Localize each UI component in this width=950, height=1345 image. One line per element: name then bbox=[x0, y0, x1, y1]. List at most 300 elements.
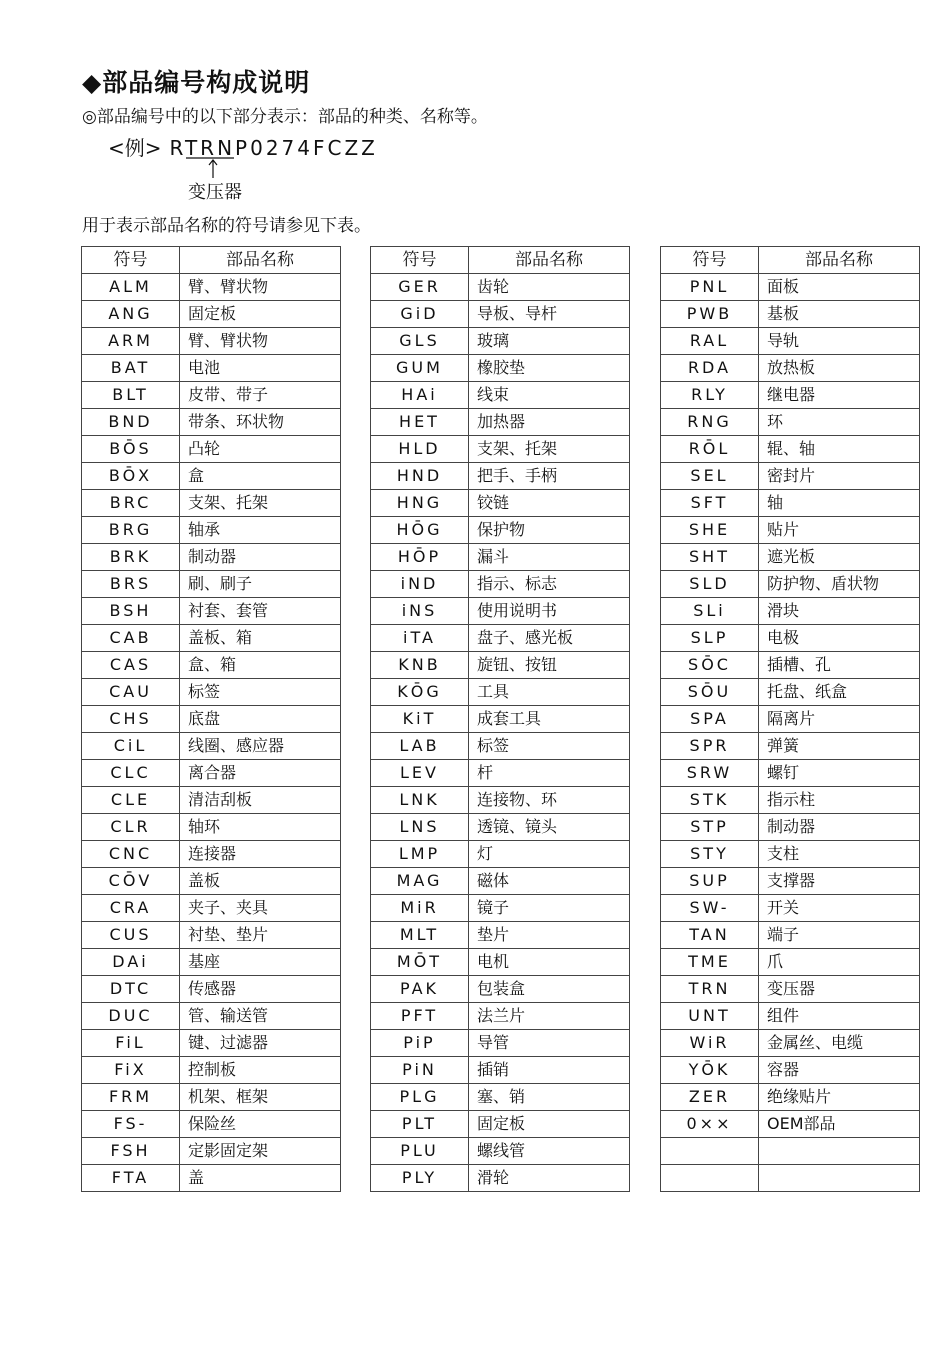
name-cell: 齿轮 bbox=[469, 274, 630, 301]
symbol-cell: CHS bbox=[82, 706, 180, 733]
table-row bbox=[82, 733, 341, 760]
table-row bbox=[371, 301, 630, 328]
table-row bbox=[82, 1030, 341, 1057]
name-cell: 金属丝、电缆 bbox=[759, 1030, 920, 1057]
name-cell: 塞、销 bbox=[469, 1084, 630, 1111]
name-cell: 插槽、孔 bbox=[759, 652, 920, 679]
name-cell: 端子 bbox=[759, 922, 920, 949]
name-cell: 弹簧 bbox=[759, 733, 920, 760]
table-row bbox=[371, 652, 630, 679]
name-cell: 成套工具 bbox=[469, 706, 630, 733]
table-row bbox=[82, 922, 341, 949]
name-cell: 基板 bbox=[759, 301, 920, 328]
symbol-cell: PAK bbox=[371, 976, 469, 1003]
symbol-cell: CRA bbox=[82, 895, 180, 922]
example-label: <例> bbox=[108, 136, 162, 160]
symbol-cell: DAi bbox=[82, 949, 180, 976]
name-cell: 工具 bbox=[469, 679, 630, 706]
name-cell: 盖 bbox=[180, 1165, 341, 1192]
name-cell: 遮光板 bbox=[759, 544, 920, 571]
symbol-cell: BRC bbox=[82, 490, 180, 517]
table-row bbox=[661, 1111, 920, 1138]
table-row bbox=[661, 922, 920, 949]
symbol-cell: CAB bbox=[82, 625, 180, 652]
name-cell: 滑块 bbox=[759, 598, 920, 625]
table-row bbox=[371, 895, 630, 922]
symbol-cell: BAT bbox=[82, 355, 180, 382]
symbol-cell: STK bbox=[661, 787, 759, 814]
symbol-cell: iNS bbox=[371, 598, 469, 625]
table-header-row bbox=[371, 247, 630, 274]
name-cell: 保险丝 bbox=[180, 1111, 341, 1138]
name-cell: 连接器 bbox=[180, 841, 341, 868]
table-row bbox=[82, 382, 341, 409]
table-row bbox=[82, 355, 341, 382]
symbol-cell: CAU bbox=[82, 679, 180, 706]
symbol-cell: GER bbox=[371, 274, 469, 301]
name-cell: 橡胶垫 bbox=[469, 355, 630, 382]
name-cell: 夹子、夹具 bbox=[180, 895, 341, 922]
symbol-cell: ALM bbox=[82, 274, 180, 301]
symbol-cell: BRS bbox=[82, 571, 180, 598]
example-code: RTRNP0274FCZZ bbox=[169, 136, 378, 160]
symbol-cell: BRG bbox=[82, 517, 180, 544]
symbol-cell: WiR bbox=[661, 1030, 759, 1057]
table-row bbox=[82, 571, 341, 598]
table-row bbox=[371, 733, 630, 760]
symbol-cell: HLD bbox=[371, 436, 469, 463]
name-cell: 盖板、箱 bbox=[180, 625, 341, 652]
name-cell: 标签 bbox=[180, 679, 341, 706]
table-row bbox=[82, 301, 341, 328]
symbol-cell bbox=[661, 1165, 759, 1192]
table-row bbox=[82, 976, 341, 1003]
symbol-cell: TME bbox=[661, 949, 759, 976]
name-cell: 臂、臂状物 bbox=[180, 328, 341, 355]
table-row bbox=[661, 355, 920, 382]
name-cell: 底盘 bbox=[180, 706, 341, 733]
table-row bbox=[371, 274, 630, 301]
name-cell: 把手、手柄 bbox=[469, 463, 630, 490]
table-row bbox=[661, 1165, 920, 1192]
table-row bbox=[661, 1057, 920, 1084]
table-row bbox=[82, 1084, 341, 1111]
table-row bbox=[82, 274, 341, 301]
name-cell: 臂、臂状物 bbox=[180, 274, 341, 301]
name-cell: 支柱 bbox=[759, 841, 920, 868]
table-row bbox=[371, 1165, 630, 1192]
name-cell: 电机 bbox=[469, 949, 630, 976]
name-cell: 制动器 bbox=[180, 544, 341, 571]
name-cell: 插销 bbox=[469, 1057, 630, 1084]
symbol-cell: HŌG bbox=[371, 517, 469, 544]
table-row bbox=[371, 787, 630, 814]
symbol-cell: SUP bbox=[661, 868, 759, 895]
name-cell: 指示、标志 bbox=[469, 571, 630, 598]
name-cell: 连接物、环 bbox=[469, 787, 630, 814]
table-row bbox=[371, 1084, 630, 1111]
table-row bbox=[82, 841, 341, 868]
table-row bbox=[661, 274, 920, 301]
table-row bbox=[661, 1138, 920, 1165]
table-row bbox=[82, 1165, 341, 1192]
name-cell: 电池 bbox=[180, 355, 341, 382]
intro-text: ◎部品编号中的以下部分表示：部品的种类、名称等。 bbox=[82, 107, 488, 127]
table-row bbox=[82, 409, 341, 436]
table-row bbox=[661, 1030, 920, 1057]
name-cell: 制动器 bbox=[759, 814, 920, 841]
name-cell: 托盘、纸盒 bbox=[759, 679, 920, 706]
table-row bbox=[82, 328, 341, 355]
symbol-cell: HAi bbox=[371, 382, 469, 409]
name-cell: 导轨 bbox=[759, 328, 920, 355]
name-cell: 法兰片 bbox=[469, 1003, 630, 1030]
symbol-cell: LEV bbox=[371, 760, 469, 787]
table-row bbox=[661, 436, 920, 463]
name-cell: 透镜、镜头 bbox=[469, 814, 630, 841]
name-cell: 保护物 bbox=[469, 517, 630, 544]
symbol-cell: FiX bbox=[82, 1057, 180, 1084]
table-row bbox=[371, 1138, 630, 1165]
example-line bbox=[108, 132, 378, 161]
name-cell: 衬垫、垫片 bbox=[180, 922, 341, 949]
table-row bbox=[82, 1111, 341, 1138]
name-cell: 密封片 bbox=[759, 463, 920, 490]
table-row bbox=[661, 733, 920, 760]
parts-symbol-table-3 bbox=[660, 246, 920, 1192]
symbol-cell: RAL bbox=[661, 328, 759, 355]
table-row bbox=[82, 652, 341, 679]
name-cell: 磁体 bbox=[469, 868, 630, 895]
name-cell: 凸轮 bbox=[180, 436, 341, 463]
name-header: 部品名称 bbox=[469, 247, 630, 274]
table-row bbox=[661, 1003, 920, 1030]
table-row bbox=[661, 490, 920, 517]
example-arrow-label: 变压器 bbox=[188, 182, 242, 203]
symbol-cell: SHT bbox=[661, 544, 759, 571]
symbol-cell: MLT bbox=[371, 922, 469, 949]
name-cell: 爪 bbox=[759, 949, 920, 976]
table-row bbox=[371, 949, 630, 976]
table-row bbox=[661, 976, 920, 1003]
symbol-cell: PiN bbox=[371, 1057, 469, 1084]
table-row bbox=[661, 841, 920, 868]
symbol-cell: SLD bbox=[661, 571, 759, 598]
table-row bbox=[661, 787, 920, 814]
table-row bbox=[661, 517, 920, 544]
symbol-cell: SPA bbox=[661, 706, 759, 733]
name-header: 部品名称 bbox=[759, 247, 920, 274]
table-row bbox=[371, 679, 630, 706]
symbol-cell: CLE bbox=[82, 787, 180, 814]
name-cell: 线圈、感应器 bbox=[180, 733, 341, 760]
symbol-cell: GLS bbox=[371, 328, 469, 355]
table-row bbox=[371, 382, 630, 409]
name-cell: 导管 bbox=[469, 1030, 630, 1057]
symbol-cell: CLC bbox=[82, 760, 180, 787]
name-cell: 轴环 bbox=[180, 814, 341, 841]
table-row bbox=[661, 598, 920, 625]
symbol-cell: PLU bbox=[371, 1138, 469, 1165]
symbol-cell: RŌL bbox=[661, 436, 759, 463]
name-cell: 刷、刷子 bbox=[180, 571, 341, 598]
symbol-cell: 0×× bbox=[661, 1111, 759, 1138]
table-row bbox=[82, 1057, 341, 1084]
name-cell: 支架、托架 bbox=[469, 436, 630, 463]
symbol-cell: PLY bbox=[371, 1165, 469, 1192]
symbol-cell: STP bbox=[661, 814, 759, 841]
symbol-cell: ARM bbox=[82, 328, 180, 355]
table-row bbox=[661, 571, 920, 598]
table-row bbox=[371, 976, 630, 1003]
name-cell: 垫片 bbox=[469, 922, 630, 949]
table-header-row bbox=[82, 247, 341, 274]
symbol-cell: SŌU bbox=[661, 679, 759, 706]
symbol-cell: PNL bbox=[661, 274, 759, 301]
name-cell: 离合器 bbox=[180, 760, 341, 787]
table-row bbox=[371, 436, 630, 463]
table-row bbox=[82, 517, 341, 544]
name-cell: 使用说明书 bbox=[469, 598, 630, 625]
name-cell: 指示柱 bbox=[759, 787, 920, 814]
symbol-cell: iND bbox=[371, 571, 469, 598]
name-cell: 固定板 bbox=[180, 301, 341, 328]
name-cell: 继电器 bbox=[759, 382, 920, 409]
table-row bbox=[82, 679, 341, 706]
table-row bbox=[82, 544, 341, 571]
name-cell: 镜子 bbox=[469, 895, 630, 922]
symbol-cell: FS- bbox=[82, 1111, 180, 1138]
symbol-header: 符号 bbox=[661, 247, 759, 274]
name-cell: 机架、框架 bbox=[180, 1084, 341, 1111]
symbol-cell: FTA bbox=[82, 1165, 180, 1192]
page-title: ◆部品编号构成说明 bbox=[82, 68, 311, 97]
name-cell: 组件 bbox=[759, 1003, 920, 1030]
symbol-cell: BŌS bbox=[82, 436, 180, 463]
name-cell: 支架、托架 bbox=[180, 490, 341, 517]
symbol-cell: TRN bbox=[661, 976, 759, 1003]
parts-symbol-table-2 bbox=[370, 246, 630, 1192]
symbol-cell: GUM bbox=[371, 355, 469, 382]
symbol-cell: LMP bbox=[371, 841, 469, 868]
table-header-row bbox=[661, 247, 920, 274]
name-cell: 防护物、盾状物 bbox=[759, 571, 920, 598]
table-row bbox=[371, 760, 630, 787]
name-cell: 包装盒 bbox=[469, 976, 630, 1003]
table-row bbox=[82, 625, 341, 652]
name-cell: OEM部品 bbox=[759, 1111, 920, 1138]
symbol-cell: RNG bbox=[661, 409, 759, 436]
name-cell: 带条、环状物 bbox=[180, 409, 341, 436]
name-cell: 灯 bbox=[469, 841, 630, 868]
symbol-cell: GiD bbox=[371, 301, 469, 328]
symbol-cell: PFT bbox=[371, 1003, 469, 1030]
table-row bbox=[661, 949, 920, 976]
table-row bbox=[371, 706, 630, 733]
symbol-cell: FSH bbox=[82, 1138, 180, 1165]
table-row bbox=[82, 868, 341, 895]
table-row bbox=[371, 544, 630, 571]
name-cell: 标签 bbox=[469, 733, 630, 760]
symbol-cell: SW- bbox=[661, 895, 759, 922]
symbol-cell: LAB bbox=[371, 733, 469, 760]
table-row bbox=[371, 571, 630, 598]
name-cell: 管、输送管 bbox=[180, 1003, 341, 1030]
table-row bbox=[82, 949, 341, 976]
symbol-cell: HNG bbox=[371, 490, 469, 517]
name-cell: 杆 bbox=[469, 760, 630, 787]
name-cell: 加热器 bbox=[469, 409, 630, 436]
name-cell: 环 bbox=[759, 409, 920, 436]
name-cell: 皮带、带子 bbox=[180, 382, 341, 409]
table-row bbox=[82, 436, 341, 463]
symbol-cell: ZER bbox=[661, 1084, 759, 1111]
table-row bbox=[371, 1030, 630, 1057]
symbol-cell: STY bbox=[661, 841, 759, 868]
table-row bbox=[82, 463, 341, 490]
symbol-cell: iTA bbox=[371, 625, 469, 652]
table-row bbox=[371, 1003, 630, 1030]
symbol-cell: FRM bbox=[82, 1084, 180, 1111]
name-cell: 滑轮 bbox=[469, 1165, 630, 1192]
symbol-cell: RLY bbox=[661, 382, 759, 409]
table-row bbox=[82, 895, 341, 922]
symbol-cell: UNT bbox=[661, 1003, 759, 1030]
name-cell: 辊、轴 bbox=[759, 436, 920, 463]
arrow-up-icon bbox=[186, 157, 234, 179]
symbol-cell: MAG bbox=[371, 868, 469, 895]
name-cell: 衬套、套管 bbox=[180, 598, 341, 625]
symbol-cell: DTC bbox=[82, 976, 180, 1003]
symbol-cell: KiT bbox=[371, 706, 469, 733]
name-cell: 盒 bbox=[180, 463, 341, 490]
table-row bbox=[661, 706, 920, 733]
table-row bbox=[371, 409, 630, 436]
name-cell: 传感器 bbox=[180, 976, 341, 1003]
symbol-cell: SLi bbox=[661, 598, 759, 625]
symbol-cell: HND bbox=[371, 463, 469, 490]
symbol-cell: TAN bbox=[661, 922, 759, 949]
symbol-cell: SLP bbox=[661, 625, 759, 652]
table-note: 用于表示部品名称的符号请参见下表。 bbox=[82, 216, 371, 236]
name-cell: 螺钉 bbox=[759, 760, 920, 787]
name-cell: 电极 bbox=[759, 625, 920, 652]
name-cell: 绝缘贴片 bbox=[759, 1084, 920, 1111]
table-row bbox=[82, 490, 341, 517]
symbol-cell: RDA bbox=[661, 355, 759, 382]
symbol-cell: SFT bbox=[661, 490, 759, 517]
table-row bbox=[82, 760, 341, 787]
name-cell: 固定板 bbox=[469, 1111, 630, 1138]
table-row bbox=[661, 760, 920, 787]
name-cell: 隔离片 bbox=[759, 706, 920, 733]
table-row bbox=[371, 598, 630, 625]
symbol-cell: BND bbox=[82, 409, 180, 436]
table-row bbox=[82, 814, 341, 841]
symbol-cell: MiR bbox=[371, 895, 469, 922]
table-row bbox=[371, 355, 630, 382]
table-row bbox=[371, 463, 630, 490]
symbol-cell: CAS bbox=[82, 652, 180, 679]
table-row bbox=[371, 814, 630, 841]
table-row bbox=[661, 409, 920, 436]
symbol-cell: CiL bbox=[82, 733, 180, 760]
name-cell: 控制板 bbox=[180, 1057, 341, 1084]
table-row bbox=[661, 679, 920, 706]
name-header: 部品名称 bbox=[180, 247, 341, 274]
symbol-cell: PWB bbox=[661, 301, 759, 328]
table-row bbox=[371, 1111, 630, 1138]
symbol-cell: BLT bbox=[82, 382, 180, 409]
name-cell: 键、过滤器 bbox=[180, 1030, 341, 1057]
symbol-cell: YŌK bbox=[661, 1057, 759, 1084]
name-cell: 导板、导杆 bbox=[469, 301, 630, 328]
symbol-cell: PLG bbox=[371, 1084, 469, 1111]
symbol-cell: HŌP bbox=[371, 544, 469, 571]
table-row bbox=[371, 841, 630, 868]
name-cell bbox=[759, 1165, 920, 1192]
symbol-cell: KŌG bbox=[371, 679, 469, 706]
symbol-cell: SPR bbox=[661, 733, 759, 760]
name-cell: 漏斗 bbox=[469, 544, 630, 571]
table-row bbox=[371, 490, 630, 517]
table-row bbox=[661, 328, 920, 355]
symbol-cell: SRW bbox=[661, 760, 759, 787]
symbol-cell: SHE bbox=[661, 517, 759, 544]
symbol-cell: KNB bbox=[371, 652, 469, 679]
table-row bbox=[661, 463, 920, 490]
symbol-cell: CNC bbox=[82, 841, 180, 868]
name-cell: 开关 bbox=[759, 895, 920, 922]
name-cell: 变压器 bbox=[759, 976, 920, 1003]
symbol-cell: BSH bbox=[82, 598, 180, 625]
table-row bbox=[371, 922, 630, 949]
table-row bbox=[82, 1003, 341, 1030]
name-cell: 线束 bbox=[469, 382, 630, 409]
symbol-cell: LNS bbox=[371, 814, 469, 841]
table-row bbox=[371, 517, 630, 544]
symbol-cell: PLT bbox=[371, 1111, 469, 1138]
symbol-cell: LNK bbox=[371, 787, 469, 814]
name-cell: 轴 bbox=[759, 490, 920, 517]
symbol-cell: SEL bbox=[661, 463, 759, 490]
table-row bbox=[661, 652, 920, 679]
table-row bbox=[371, 328, 630, 355]
table-row bbox=[82, 787, 341, 814]
name-cell: 基座 bbox=[180, 949, 341, 976]
symbol-cell: BRK bbox=[82, 544, 180, 571]
name-cell bbox=[759, 1138, 920, 1165]
name-cell: 容器 bbox=[759, 1057, 920, 1084]
name-cell: 支撑器 bbox=[759, 868, 920, 895]
name-cell: 盘子、感光板 bbox=[469, 625, 630, 652]
table-row bbox=[82, 706, 341, 733]
table-row bbox=[661, 1084, 920, 1111]
name-cell: 清洁刮板 bbox=[180, 787, 341, 814]
table-row bbox=[371, 1057, 630, 1084]
table-row bbox=[82, 598, 341, 625]
name-cell: 玻璃 bbox=[469, 328, 630, 355]
name-cell: 贴片 bbox=[759, 517, 920, 544]
table-row bbox=[661, 544, 920, 571]
table-row bbox=[371, 625, 630, 652]
symbol-cell: CUS bbox=[82, 922, 180, 949]
table-row bbox=[661, 868, 920, 895]
symbol-cell: FiL bbox=[82, 1030, 180, 1057]
name-cell: 旋钮、按钮 bbox=[469, 652, 630, 679]
name-cell: 轴承 bbox=[180, 517, 341, 544]
parts-symbol-table-1 bbox=[81, 246, 341, 1192]
